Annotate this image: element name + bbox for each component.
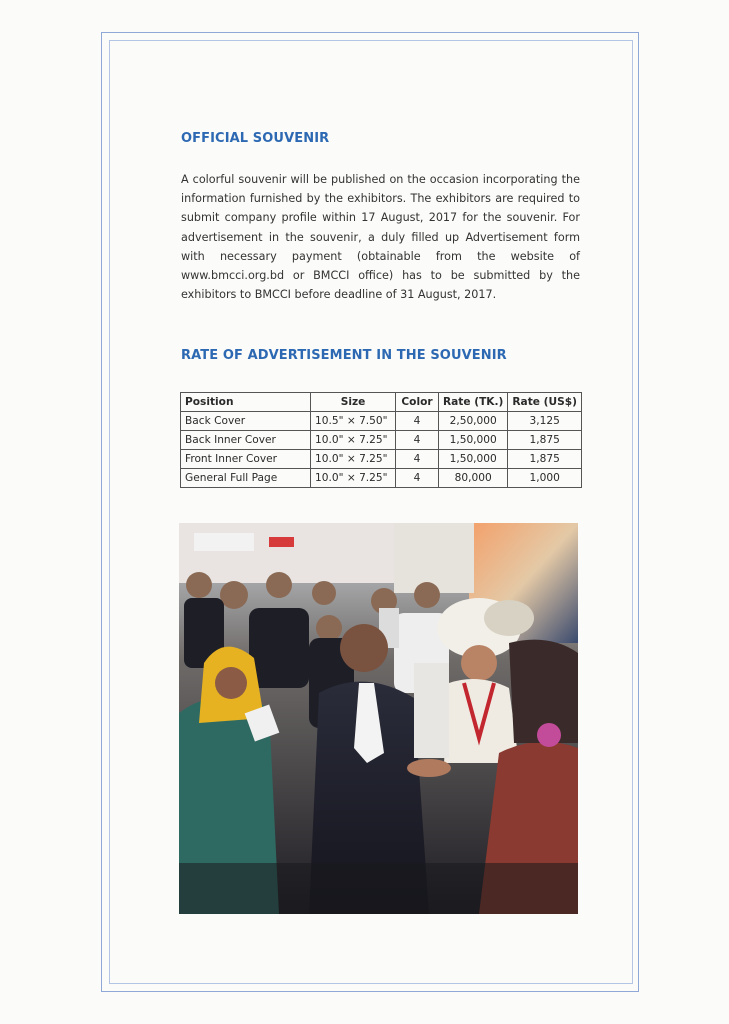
cell-size: 10.0" × 7.25"	[311, 431, 396, 450]
souvenir-heading: OFFICIAL SOUVENIR	[181, 131, 330, 146]
cell-position: Front Inner Cover	[181, 450, 311, 469]
souvenir-paragraph: A colorful souvenir will be published on the occasion incorporating the information furnished by the exhibitors. The exhibitors are required to submit company profile within 17 August, 2017 for the souvenir. For advertisement in the souvenir, a duly filled up Advertisement form with necessary payment (obtainable from the website of www.bmcci.org.bd or BMCCI office) has to be submitted by the exhibitors to BMCCI before deadline of 31 August, 2017.	[181, 173, 580, 302]
cell-position: Back Inner Cover	[181, 431, 311, 450]
cell-color: 4	[396, 412, 439, 431]
table-row	[181, 450, 582, 469]
cell-color: 4	[396, 469, 439, 488]
table-row	[181, 431, 582, 450]
header-color: Color	[396, 393, 439, 412]
table-row	[181, 412, 582, 431]
table-row	[181, 469, 582, 488]
cell-rate-usd: 1,875	[508, 450, 582, 469]
cell-rate-tk: 2,50,000	[439, 412, 508, 431]
rate-table-header-row	[181, 393, 582, 412]
cell-color: 4	[396, 450, 439, 469]
event-photo	[179, 523, 578, 914]
cell-rate-usd: 1,000	[508, 469, 582, 488]
header-position: Position	[181, 393, 311, 412]
cell-position: Back Cover	[181, 412, 311, 431]
rate-table	[180, 392, 582, 488]
cell-size: 10.0" × 7.25"	[311, 450, 396, 469]
cell-rate-usd: 3,125	[508, 412, 582, 431]
cell-position: General Full Page	[181, 469, 311, 488]
cell-rate-tk: 80,000	[439, 469, 508, 488]
cell-size: 10.5" × 7.50"	[311, 412, 396, 431]
cell-rate-usd: 1,875	[508, 431, 582, 450]
cell-rate-tk: 1,50,000	[439, 450, 508, 469]
cell-color: 4	[396, 431, 439, 450]
cell-size: 10.0" × 7.25"	[311, 469, 396, 488]
rate-heading: RATE OF ADVERTISEMENT IN THE SOUVENIR	[181, 348, 507, 363]
header-rate-usd: Rate (US$)	[508, 393, 582, 412]
header-rate-tk: Rate (TK.)	[439, 393, 508, 412]
cell-rate-tk: 1,50,000	[439, 431, 508, 450]
header-size: Size	[311, 393, 396, 412]
